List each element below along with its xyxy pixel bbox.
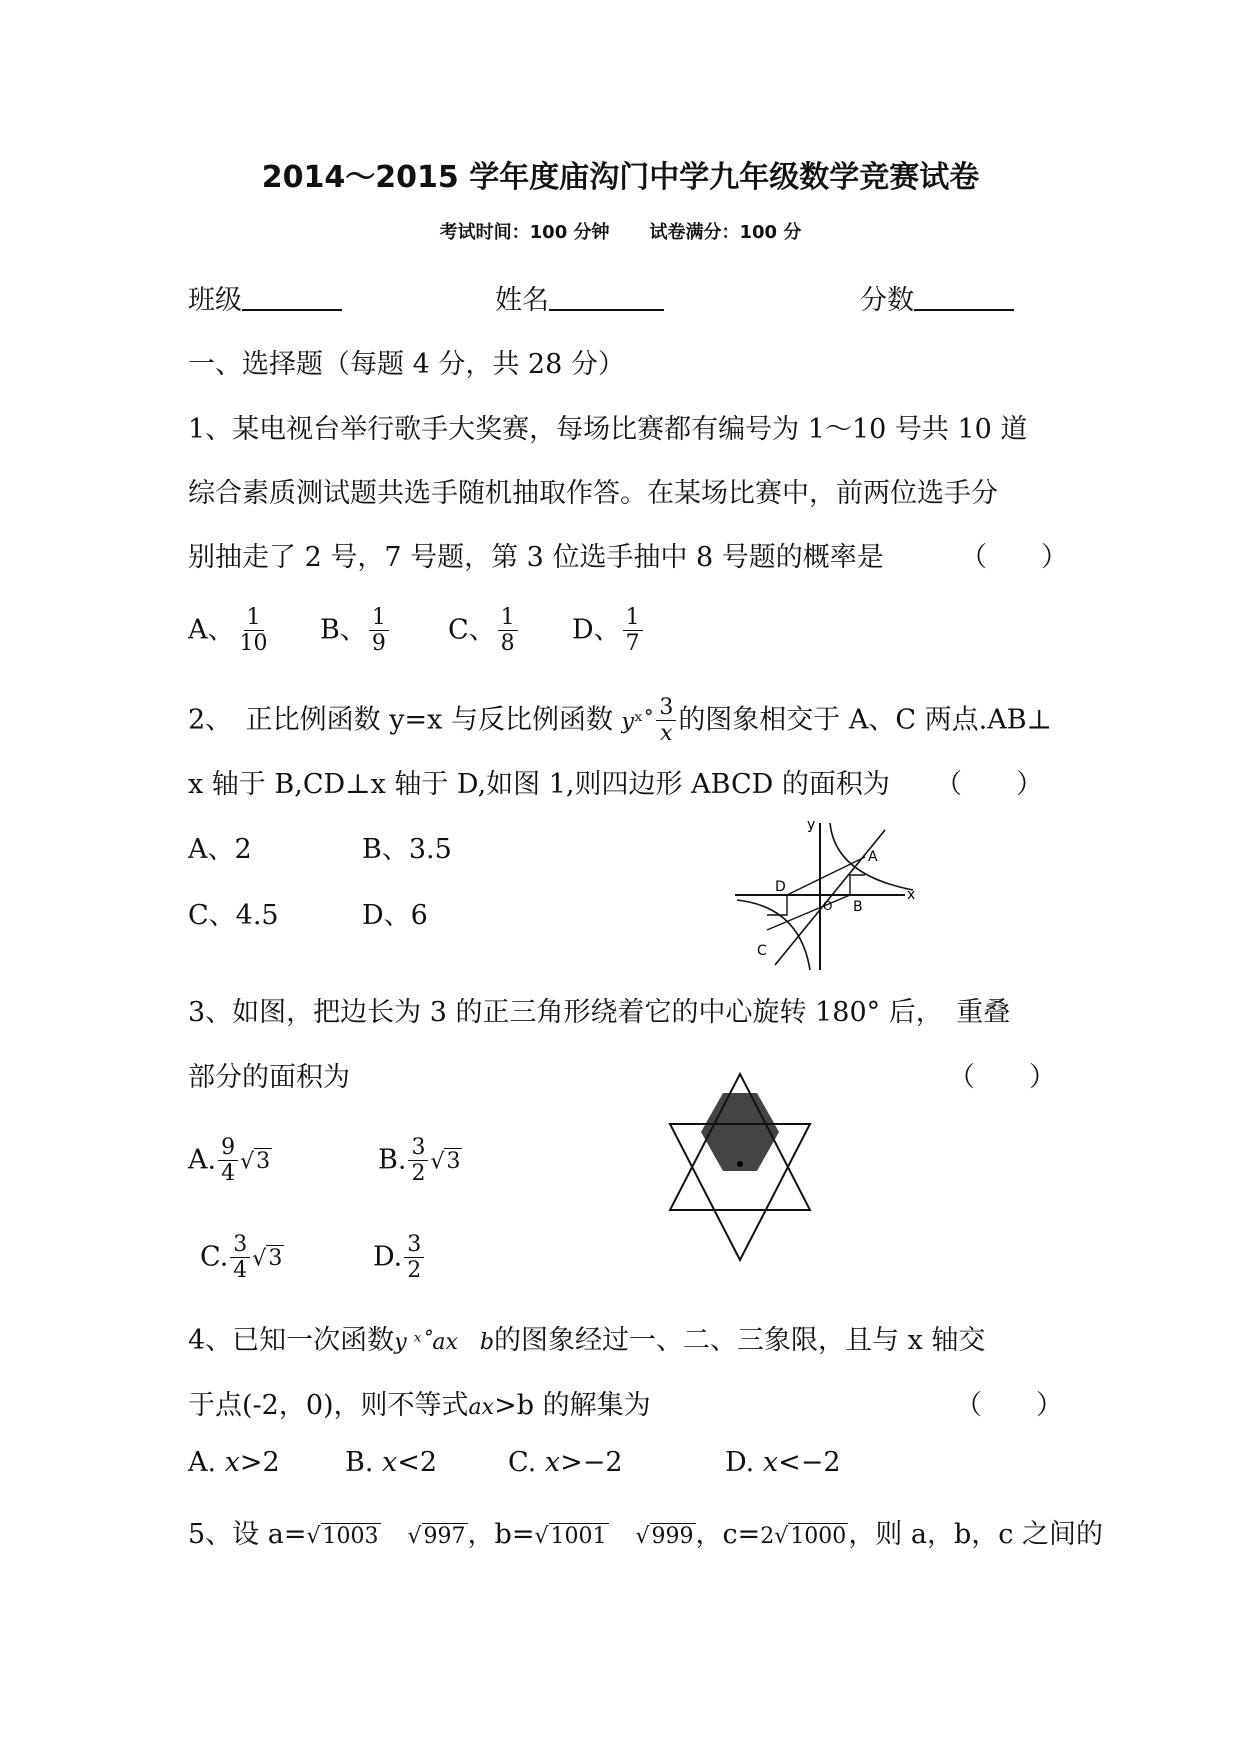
q1-option-b [320,605,391,657]
ineq-ax: ax [468,1395,495,1420]
name-field [495,278,664,317]
q4-option-a: A. x>2 [188,1447,280,1478]
q2-line-2: x 轴于 B,CD⊥x 轴于 D,如图 1,则四边形 ABCD 的面积为 [188,769,890,800]
fraction: $\frac{1}{10}$ [239,605,268,657]
fraction: $\frac{1}{9}$ [369,605,389,657]
q2-option-c: C、4.5 [188,900,279,931]
option-label: C. [200,1241,229,1273]
fraction: $\frac{1}{8}$ [498,605,518,657]
exam-time: 考试时间：100 分钟 [439,222,610,243]
square-root: √1000 [774,1524,847,1549]
linear-fn: y ˣ˚ax b [394,1330,495,1355]
q1-answer-paren: （ ） [960,542,1068,573]
q2-text: 的图象相交于 A、C 两点.AB⊥ [678,704,1052,736]
q3-line-1: 3、如图，把边长为 3 的正三角形绕着它的中心旋转 180° 后， 重叠 [188,997,1011,1028]
q3-option-b [378,1135,462,1187]
q1-option-a [188,605,273,657]
fn-eq: ˣ˚ [633,709,655,735]
q2-option-a: A、2 [188,834,252,865]
label-a: A [868,849,878,865]
label-y: y [807,817,816,833]
q2-option-b: B、3.5 [362,834,452,865]
perpendicular-ab [850,875,865,895]
fraction: $\frac{3}{x}$ [656,695,676,747]
q4-option-b: B. x<2 [345,1447,438,1478]
page-title: 2014～2015 学年度庙沟门中学九年级数学竞赛试卷 [261,160,980,195]
option-label: B、 [320,614,367,646]
q5-text: ，b= [467,1519,535,1550]
segment-da [787,857,865,895]
square-root: √999 [635,1524,694,1549]
q3-option-a [188,1135,272,1187]
label-c: C [757,943,767,959]
fraction: $\frac{3}{4}$ [230,1232,250,1284]
fraction: $\frac{3}{2}$ [404,1232,424,1284]
figure-star-of-david [660,1072,820,1264]
q4-text: 于点(-2，0)，则不等式 [188,1390,469,1421]
square-root: √1001 [534,1524,607,1549]
option-label: B. [378,1144,407,1176]
square-root: √3 [430,1149,461,1175]
square-root: √1003 [306,1524,379,1549]
q4-text: >b 的解集为 [494,1390,651,1421]
figure-1-hyperbola [735,815,925,975]
q1-line-1: 1、某电视台举行歌手大奖赛，每场比赛都有编号为 1～10 号共 10 道 [188,414,1028,445]
q4-line-1 [188,1318,985,1357]
q3-option-c [200,1232,284,1284]
exam-full-score: 试卷满分：100 分 [649,222,802,243]
q4-line-2 [188,1383,651,1422]
q4-option-d: D. x<−2 [725,1447,841,1478]
class-label: 班级 [188,285,242,316]
q2-option-d: D、6 [362,900,428,931]
option-label: A. [188,1144,217,1176]
option-label: D. [373,1241,403,1273]
option-label: D、 [572,614,621,646]
name-label: 姓名 [495,285,549,316]
c-coefficient: 2 [760,1524,775,1549]
q1-option-c [448,605,520,657]
square-root: √3 [240,1149,271,1175]
q2-answer-paren: （ ） [935,769,1043,800]
q5-line-1 [188,1512,1103,1551]
label-x: x [907,887,916,903]
class-blank [242,283,342,311]
label-o: O [823,899,833,913]
section-heading: 一、选择题（每题 4 分，共 28 分） [188,349,625,380]
label-b: B [853,899,863,915]
label-d: D [775,879,786,895]
q3-answer-paren: （ ） [948,1062,1056,1093]
fn-var: y [621,709,634,735]
q3-line-2: 部分的面积为 [188,1062,350,1093]
score-blank [914,283,1014,311]
square-root: √3 [252,1246,283,1272]
q5-text: ，则 a，b，c 之间的 [848,1519,1103,1550]
center-dot [737,1161,743,1167]
fraction: $\frac{1}{7}$ [623,605,643,657]
q5-text: 5、设 a= [188,1519,307,1550]
q1-option-d [572,605,645,657]
option-label: C、 [448,614,496,646]
q4-answer-paren: （ ） [955,1390,1063,1421]
q4-option-c: C. x>−2 [508,1447,623,1478]
score-label: 分数 [860,285,914,316]
perpendicular-cd [767,895,787,915]
q4-text: 4、已知一次函数 [188,1325,395,1356]
q1-line-3: 别抽走了 2 号，7 号题，第 3 位选手抽中 8 号题的概率是 [188,542,884,573]
exam-info [0,218,1241,244]
q1-line-2: 综合素质测试题共选手随机抽取作答。在某场比赛中，前两位选手分 [188,478,998,509]
q3-option-d [373,1232,426,1284]
fraction: $\frac{9}{4}$ [218,1135,238,1187]
square-root: √997 [407,1524,466,1549]
hexagon-overlap [701,1093,779,1171]
score-field [860,278,1014,317]
q2-line-1 [188,695,1052,747]
q2-text: 2、 正比例函数 y=x 与反比例函数 [188,704,613,736]
option-label: A、 [188,614,235,646]
q4-text: 的图象经过一、二、三象限，且与 x 轴交 [494,1325,986,1356]
q5-text: ，c= [695,1519,761,1550]
fraction: $\frac{3}{2}$ [408,1135,428,1187]
class-field [188,278,342,317]
name-blank [549,283,664,311]
